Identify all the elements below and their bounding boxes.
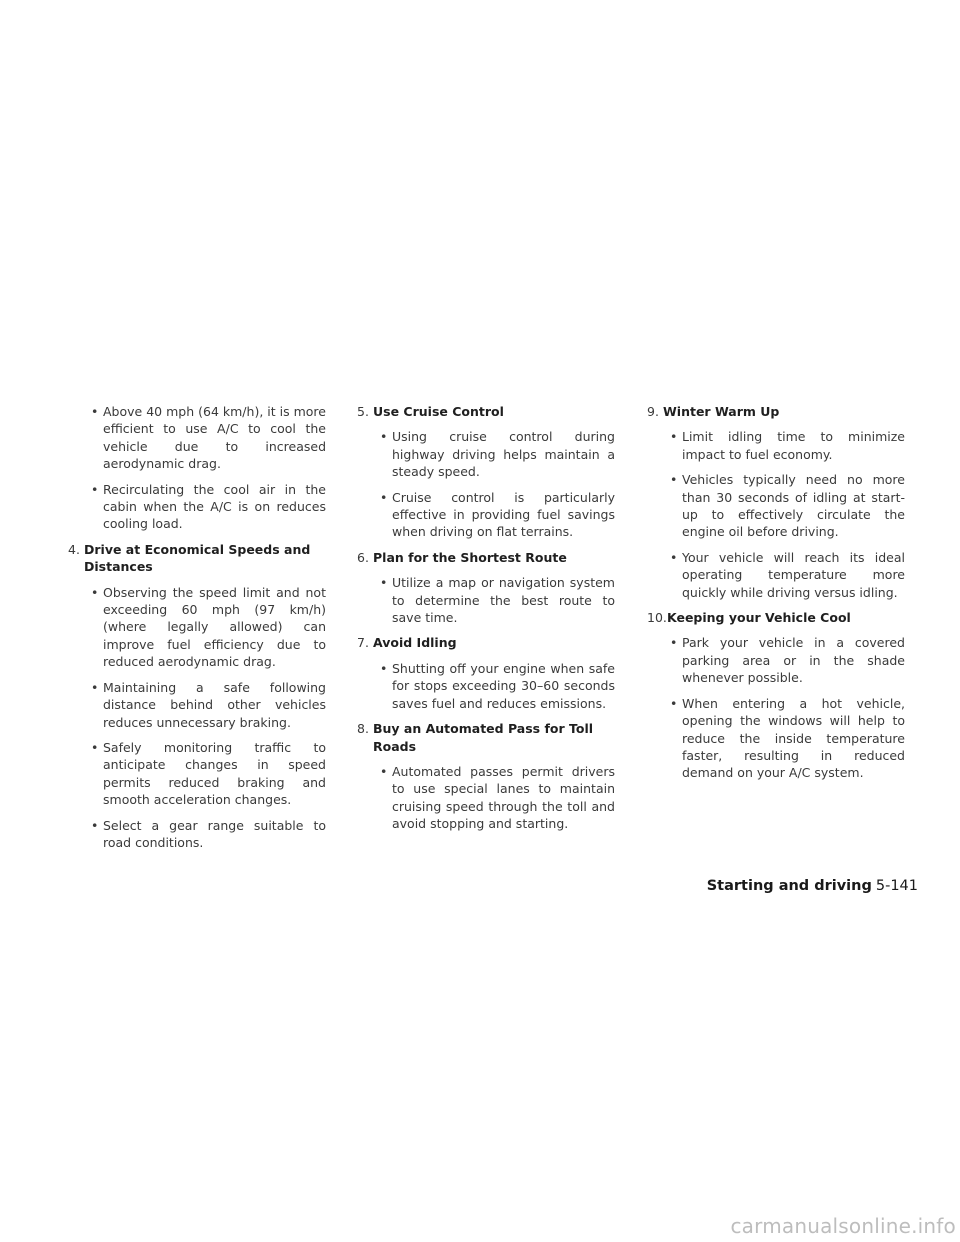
- tip-number: 10.: [647, 610, 667, 626]
- tip-heading: Buy an Automated Pass for Toll Roads: [373, 721, 594, 754]
- list-item: • Shutting off your engine when safe for stops exceeding 30–60 seconds saves fuel and reduces emissions.: [357, 660, 615, 712]
- tip-item-9: [647, 403, 905, 601]
- tip-heading-row: [68, 541, 326, 576]
- column-right: [647, 403, 905, 790]
- tip-heading-row: [357, 634, 615, 651]
- tip-item-6: [357, 549, 615, 627]
- list-item: • Your vehicle will reach its ideal operating temperature more quickly while driving versus idling.: [647, 549, 905, 601]
- list-item: • Limit idling time to minimize impact to fuel economy.: [647, 428, 905, 463]
- list-item: • Safely monitoring traffic to anticipate changes in speed permits reduced braking and smooth acceleration changes.: [68, 739, 326, 809]
- list-item: • Park your vehicle in a covered parking area or in the shade whenever possible.: [647, 634, 905, 686]
- list-item: • Recirculating the cool air in the cabin when the A/C is on reduces cooling load.: [68, 481, 326, 533]
- footer-section-title: Starting and driving: [706, 878, 872, 894]
- tip-number: 7.: [357, 635, 369, 651]
- tip-heading: Winter Warm Up: [663, 404, 780, 419]
- tip-heading: Plan for the Shortest Route: [373, 549, 567, 565]
- list-item: • Vehicles typically need no more than 30 seconds of idling at start-up to effectively circulate the engine oil before driving.: [647, 471, 905, 541]
- list-item: • Observing the speed limit and not exceeding 60 mph (97 km/h) (where legally allowed) can improve fuel efficiency due to reduced aerodynamic drag.: [68, 584, 326, 671]
- tip-heading: Avoid Idling: [373, 635, 457, 651]
- column-left: [68, 403, 326, 859]
- tip-item-7: [357, 634, 615, 712]
- watermark: carmanualsonline.info: [730, 1214, 956, 1238]
- tip-number: 8.: [357, 721, 369, 737]
- list-item: • Above 40 mph (64 km/h), it is more efficient to use A/C to cool the vehicle due to increased aerodynamic drag.: [68, 403, 326, 473]
- list-item: • Utilize a map or navigation system to determine the best route to save time.: [357, 574, 615, 626]
- tip-heading-row: [357, 720, 615, 755]
- tip-number: 5.: [357, 404, 369, 419]
- column-middle: [357, 403, 615, 841]
- tip-item-8: [357, 720, 615, 832]
- tip-item-5: [357, 403, 615, 541]
- tip-heading-row: [357, 549, 615, 566]
- list-item: • Maintaining a safe following distance behind other vehicles reduces unnecessary braking.: [68, 679, 326, 731]
- tip-heading: Use Cruise Control: [373, 404, 504, 419]
- tip-heading-row: [647, 403, 905, 420]
- tip-number: 9.: [647, 404, 659, 419]
- list-item: • Using cruise control during highway driving helps maintain a steady speed.: [357, 428, 615, 480]
- list-item: • When entering a hot vehicle, opening the windows will help to reduce the inside temperature faster, resulting in reduced demand on your A/C system.: [647, 695, 905, 782]
- page-footer: [707, 878, 918, 894]
- list-item: • Automated passes permit drivers to use special lanes to maintain cruising speed through the toll and avoid stopping and starting.: [357, 763, 615, 833]
- tip-heading-row: [647, 609, 905, 626]
- tip-heading-row: [357, 403, 615, 420]
- tip-heading: Drive at Economical Speeds and Distances: [84, 541, 311, 575]
- tip-item-10: [647, 609, 905, 782]
- list-item: • Cruise control is particularly effective in providing fuel savings when driving on flat terrains.: [357, 489, 615, 541]
- page-number: 5-141: [875, 878, 918, 894]
- list-item: • Select a gear range suitable to road conditions.: [68, 817, 326, 852]
- tip-heading: Keeping your Vehicle Cool: [667, 610, 851, 626]
- tip-item-4: [68, 541, 326, 852]
- tip-number: 6.: [357, 549, 369, 565]
- tip-number: 4.: [68, 541, 80, 557]
